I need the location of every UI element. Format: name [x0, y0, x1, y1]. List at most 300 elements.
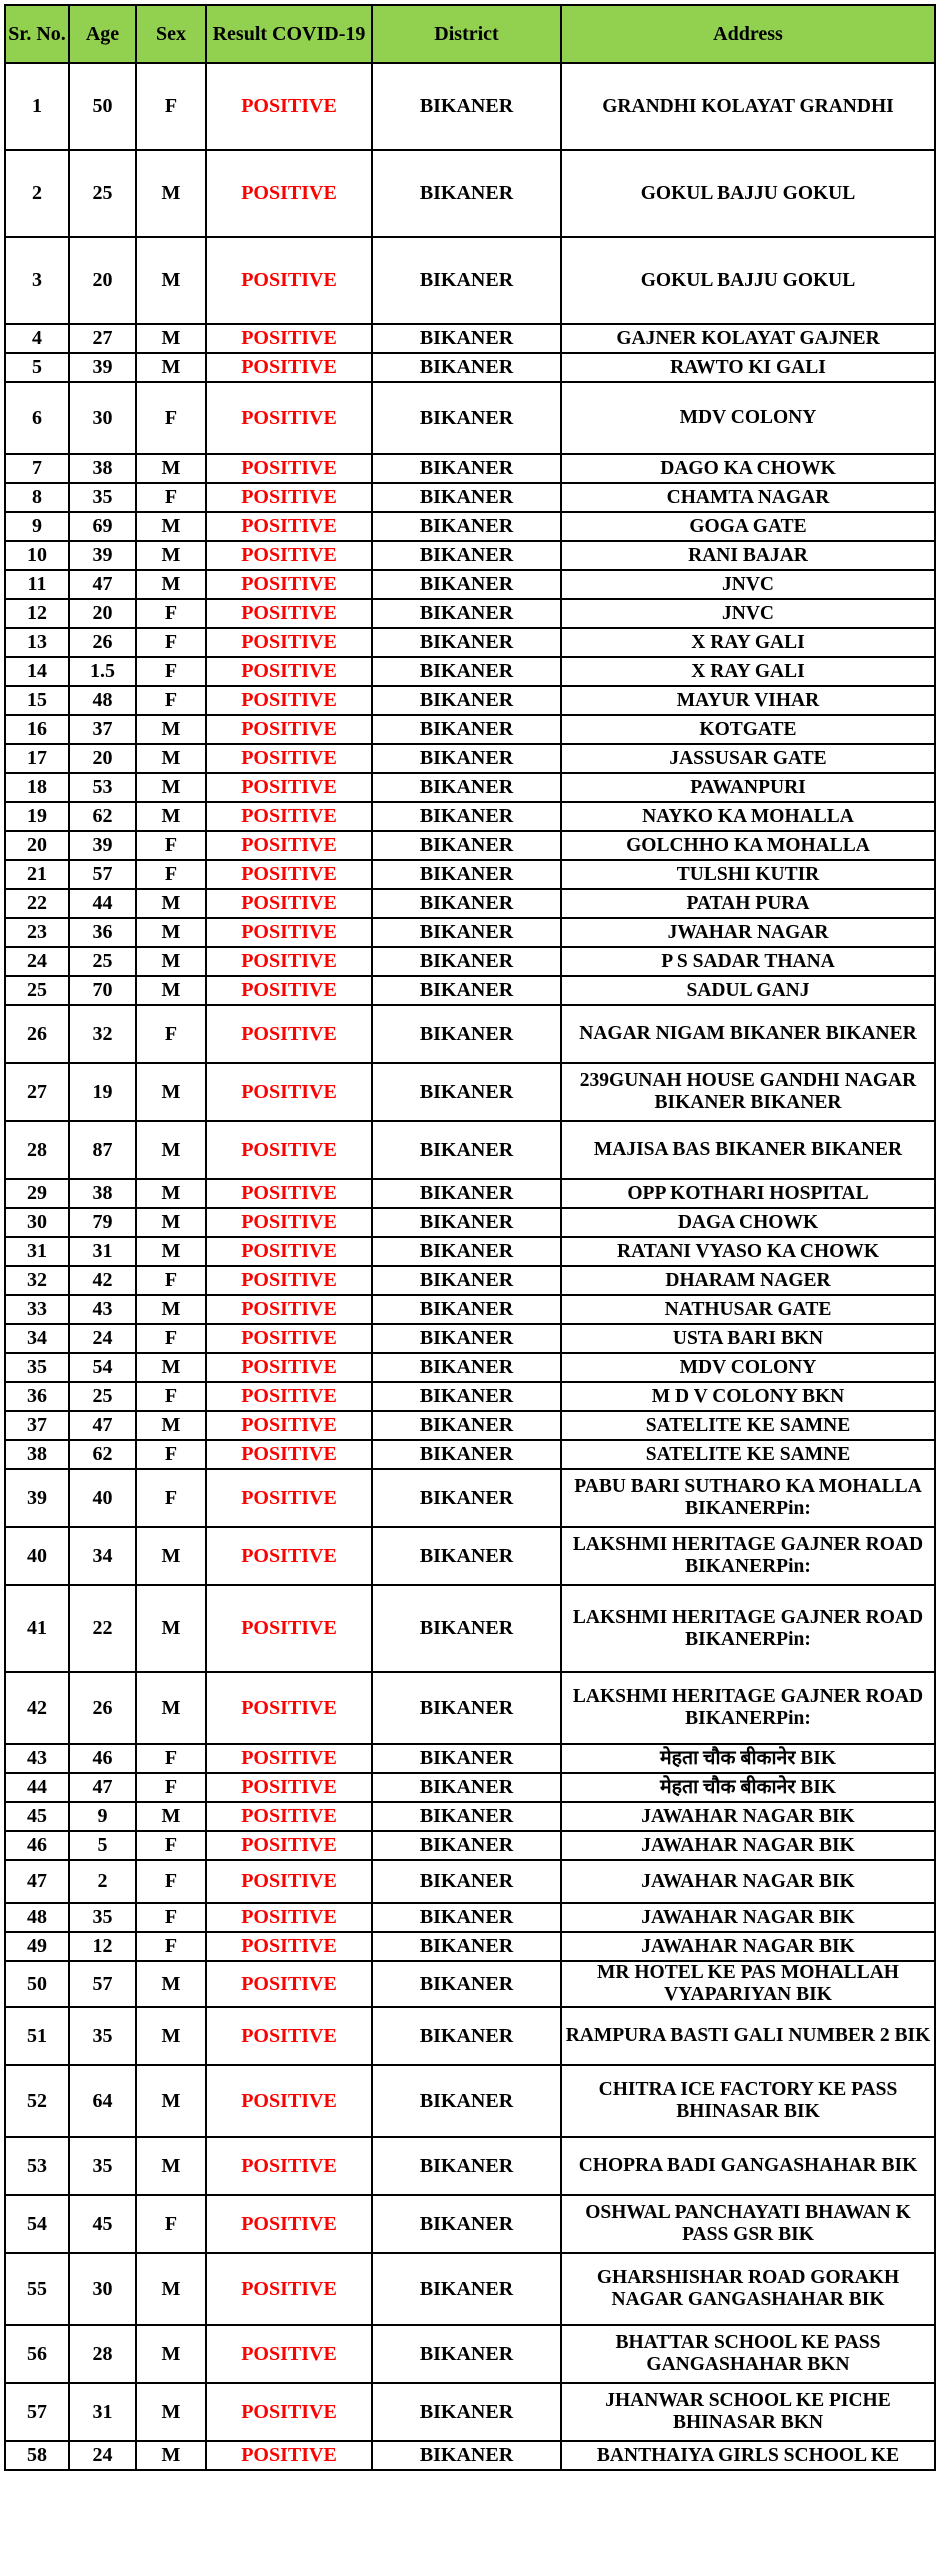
header-address: Address	[561, 5, 935, 63]
cell-age: 47	[69, 1773, 136, 1802]
cell-sr-no: 50	[5, 1961, 69, 2007]
cell-result: POSITIVE	[206, 860, 372, 889]
cell-address: JWAHAR NAGAR	[561, 918, 935, 947]
cell-sr-no: 32	[5, 1266, 69, 1295]
cell-sex: F	[136, 1744, 206, 1773]
cell-result: POSITIVE	[206, 686, 372, 715]
cell-district: BIKANER	[372, 2325, 561, 2383]
cell-district: BIKANER	[372, 628, 561, 657]
cell-sr-no: 24	[5, 947, 69, 976]
cell-sr-no: 18	[5, 773, 69, 802]
cell-sr-no: 47	[5, 1860, 69, 1903]
cell-sex: M	[136, 715, 206, 744]
table-row	[5, 2383, 935, 2441]
cell-address: JHANWAR SCHOOL KE PICHE BHINASAR BKN	[561, 2383, 935, 2441]
cell-district: BIKANER	[372, 1802, 561, 1831]
cell-sex: M	[136, 570, 206, 599]
cell-address: NAYKO KA MOHALLA	[561, 802, 935, 831]
cell-district: BIKANER	[372, 1585, 561, 1672]
cell-age: 87	[69, 1121, 136, 1179]
cell-sex: M	[136, 1961, 206, 2007]
cell-age: 20	[69, 237, 136, 324]
cell-age: 37	[69, 715, 136, 744]
cell-district: BIKANER	[372, 1860, 561, 1903]
header-district: District	[372, 5, 561, 63]
cell-result: POSITIVE	[206, 2383, 372, 2441]
cell-age: 19	[69, 1063, 136, 1121]
table-row	[5, 628, 935, 657]
cell-age: 35	[69, 2137, 136, 2195]
cell-age: 39	[69, 831, 136, 860]
cell-district: BIKANER	[372, 454, 561, 483]
cell-result: POSITIVE	[206, 715, 372, 744]
table-row	[5, 1411, 935, 1440]
cell-district: BIKANER	[372, 976, 561, 1005]
cell-result: POSITIVE	[206, 237, 372, 324]
cell-address: MAJISA BAS BIKANER BIKANER	[561, 1121, 935, 1179]
cell-age: 39	[69, 353, 136, 382]
cell-district: BIKANER	[372, 860, 561, 889]
cell-result: POSITIVE	[206, 889, 372, 918]
cell-result: POSITIVE	[206, 773, 372, 802]
cell-age: 20	[69, 599, 136, 628]
cell-district: BIKANER	[372, 773, 561, 802]
cell-sex: M	[136, 2383, 206, 2441]
cell-district: BIKANER	[372, 2007, 561, 2065]
cell-district: BIKANER	[372, 715, 561, 744]
cell-age: 43	[69, 1295, 136, 1324]
cell-result: POSITIVE	[206, 657, 372, 686]
table-row	[5, 773, 935, 802]
cell-district: BIKANER	[372, 63, 561, 150]
cell-age: 57	[69, 1961, 136, 2007]
cell-sr-no: 55	[5, 2253, 69, 2325]
table-row	[5, 1353, 935, 1382]
cell-district: BIKANER	[372, 1005, 561, 1063]
cell-age: 47	[69, 1411, 136, 1440]
cell-sr-no: 26	[5, 1005, 69, 1063]
table-row	[5, 570, 935, 599]
cell-age: 70	[69, 976, 136, 1005]
cell-address: RAWTO KI GALI	[561, 353, 935, 382]
cell-sr-no: 56	[5, 2325, 69, 2383]
cell-result: POSITIVE	[206, 2195, 372, 2253]
cell-sex: M	[136, 2253, 206, 2325]
cell-sex: M	[136, 1208, 206, 1237]
cell-sex: M	[136, 1802, 206, 1831]
cell-result: POSITIVE	[206, 802, 372, 831]
table-row	[5, 802, 935, 831]
cell-address: JAWAHAR NAGAR BIK	[561, 1802, 935, 1831]
cell-result: POSITIVE	[206, 1585, 372, 1672]
cell-sr-no: 19	[5, 802, 69, 831]
cell-district: BIKANER	[372, 1672, 561, 1744]
cell-district: BIKANER	[372, 2065, 561, 2137]
cell-sex: F	[136, 1440, 206, 1469]
cell-sr-no: 20	[5, 831, 69, 860]
cell-district: BIKANER	[372, 2137, 561, 2195]
cell-result: POSITIVE	[206, 2007, 372, 2065]
cell-age: 57	[69, 860, 136, 889]
cell-district: BIKANER	[372, 1773, 561, 1802]
cell-sr-no: 8	[5, 483, 69, 512]
cell-address: MAYUR VIHAR	[561, 686, 935, 715]
cell-sr-no: 51	[5, 2007, 69, 2065]
table-row	[5, 889, 935, 918]
cell-district: BIKANER	[372, 382, 561, 454]
cell-age: 69	[69, 512, 136, 541]
cell-sr-no: 31	[5, 1237, 69, 1266]
cell-sex: M	[136, 1585, 206, 1672]
cell-sex: M	[136, 802, 206, 831]
table-row	[5, 1063, 935, 1121]
table-row	[5, 1585, 935, 1672]
cell-sr-no: 28	[5, 1121, 69, 1179]
table-row	[5, 2137, 935, 2195]
cell-address: CHAMTA NAGAR	[561, 483, 935, 512]
cell-age: 12	[69, 1932, 136, 1961]
cell-sex: F	[136, 1382, 206, 1411]
cell-result: POSITIVE	[206, 2441, 372, 2470]
table-row	[5, 353, 935, 382]
cell-district: BIKANER	[372, 889, 561, 918]
table-row	[5, 1744, 935, 1773]
cell-age: 38	[69, 454, 136, 483]
cell-result: POSITIVE	[206, 1382, 372, 1411]
cell-address: LAKSHMI HERITAGE GAJNER ROAD BIKANERPin:	[561, 1527, 935, 1585]
cell-age: 32	[69, 1005, 136, 1063]
cell-address: JASSUSAR GATE	[561, 744, 935, 773]
cell-sex: M	[136, 976, 206, 1005]
table-row	[5, 2007, 935, 2065]
table-row	[5, 541, 935, 570]
cell-district: BIKANER	[372, 744, 561, 773]
cell-address: SADUL GANJ	[561, 976, 935, 1005]
cell-result: POSITIVE	[206, 324, 372, 353]
cell-age: 62	[69, 1440, 136, 1469]
cell-sex: M	[136, 2441, 206, 2470]
cell-age: 25	[69, 150, 136, 237]
cell-age: 26	[69, 628, 136, 657]
cell-sex: M	[136, 150, 206, 237]
cell-sex: F	[136, 1903, 206, 1932]
cell-sex: M	[136, 1237, 206, 1266]
cell-age: 25	[69, 947, 136, 976]
cell-result: POSITIVE	[206, 1324, 372, 1353]
cell-sr-no: 1	[5, 63, 69, 150]
cell-address: JAWAHAR NAGAR BIK	[561, 1860, 935, 1903]
cell-age: 47	[69, 570, 136, 599]
cell-age: 79	[69, 1208, 136, 1237]
table-row	[5, 918, 935, 947]
table-row	[5, 237, 935, 324]
cell-result: POSITIVE	[206, 947, 372, 976]
cell-district: BIKANER	[372, 2383, 561, 2441]
cell-district: BIKANER	[372, 918, 561, 947]
cell-age: 42	[69, 1266, 136, 1295]
cell-address: GAJNER KOLAYAT GAJNER	[561, 324, 935, 353]
table-row	[5, 2441, 935, 2470]
cell-sex: F	[136, 599, 206, 628]
cell-age: 50	[69, 63, 136, 150]
cell-result: POSITIVE	[206, 628, 372, 657]
cell-sr-no: 3	[5, 237, 69, 324]
cell-result: POSITIVE	[206, 976, 372, 1005]
cell-sr-no: 29	[5, 1179, 69, 1208]
cell-address: RANI BAJAR	[561, 541, 935, 570]
cell-sr-no: 45	[5, 1802, 69, 1831]
cell-sex: M	[136, 918, 206, 947]
cell-result: POSITIVE	[206, 918, 372, 947]
cell-sr-no: 33	[5, 1295, 69, 1324]
cell-result: POSITIVE	[206, 541, 372, 570]
cell-result: POSITIVE	[206, 2253, 372, 2325]
cell-sex: F	[136, 1005, 206, 1063]
cell-sr-no: 13	[5, 628, 69, 657]
cell-age: 40	[69, 1469, 136, 1527]
cell-sr-no: 27	[5, 1063, 69, 1121]
cell-sex: M	[136, 2325, 206, 2383]
cell-address: SATELITE KE SAMNE	[561, 1411, 935, 1440]
cell-sr-no: 23	[5, 918, 69, 947]
cell-address: GOGA GATE	[561, 512, 935, 541]
cell-address: GHARSHISHAR ROAD GORAKH NAGAR GANGASHAHAR BIK	[561, 2253, 935, 2325]
cell-sr-no: 25	[5, 976, 69, 1005]
cell-result: POSITIVE	[206, 483, 372, 512]
covid-results-table	[4, 4, 936, 2471]
cell-sr-no: 44	[5, 1773, 69, 1802]
table-row	[5, 1469, 935, 1527]
cell-address: GOKUL BAJJU GOKUL	[561, 150, 935, 237]
cell-sr-no: 21	[5, 860, 69, 889]
cell-district: BIKANER	[372, 1932, 561, 1961]
cell-sr-no: 46	[5, 1831, 69, 1860]
cell-sr-no: 41	[5, 1585, 69, 1672]
cell-result: POSITIVE	[206, 2325, 372, 2383]
cell-address: CHITRA ICE FACTORY KE PASS BHINASAR BIK	[561, 2065, 935, 2137]
cell-address: PABU BARI SUTHARO KA MOHALLA BIKANERPin:	[561, 1469, 935, 1527]
cell-sex: M	[136, 2007, 206, 2065]
cell-age: 62	[69, 802, 136, 831]
cell-sr-no: 6	[5, 382, 69, 454]
cell-age: 38	[69, 1179, 136, 1208]
table-row	[5, 483, 935, 512]
cell-age: 45	[69, 2195, 136, 2253]
cell-age: 28	[69, 2325, 136, 2383]
cell-district: BIKANER	[372, 1121, 561, 1179]
cell-district: BIKANER	[372, 324, 561, 353]
cell-result: POSITIVE	[206, 1266, 372, 1295]
cell-result: POSITIVE	[206, 512, 372, 541]
cell-address: JNVC	[561, 570, 935, 599]
table-row	[5, 1324, 935, 1353]
cell-address: 239GUNAH HOUSE GANDHI NAGAR BIKANER BIKANER	[561, 1063, 935, 1121]
cell-address: DAGO KA CHOWK	[561, 454, 935, 483]
cell-sex: M	[136, 1672, 206, 1744]
cell-district: BIKANER	[372, 512, 561, 541]
cell-address: MDV COLONY	[561, 1353, 935, 1382]
cell-district: BIKANER	[372, 1831, 561, 1860]
cell-sr-no: 17	[5, 744, 69, 773]
cell-district: BIKANER	[372, 541, 561, 570]
cell-address: X RAY GALI	[561, 657, 935, 686]
cell-sex: M	[136, 2065, 206, 2137]
cell-result: POSITIVE	[206, 1903, 372, 1932]
cell-sr-no: 37	[5, 1411, 69, 1440]
cell-age: 25	[69, 1382, 136, 1411]
table-row	[5, 1831, 935, 1860]
table-row	[5, 1860, 935, 1903]
cell-result: POSITIVE	[206, 1295, 372, 1324]
cell-sex: F	[136, 2195, 206, 2253]
cell-result: POSITIVE	[206, 1208, 372, 1237]
cell-age: 39	[69, 541, 136, 570]
cell-sr-no: 5	[5, 353, 69, 382]
cell-sex: M	[136, 237, 206, 324]
table-row	[5, 2065, 935, 2137]
table-row	[5, 744, 935, 773]
table-row	[5, 1295, 935, 1324]
cell-age: 30	[69, 382, 136, 454]
cell-age: 24	[69, 1324, 136, 1353]
cell-result: POSITIVE	[206, 1961, 372, 2007]
cell-result: POSITIVE	[206, 1773, 372, 1802]
cell-sr-no: 9	[5, 512, 69, 541]
cell-address: OSHWAL PANCHAYATI BHAWAN K PASS GSR BIK	[561, 2195, 935, 2253]
cell-sex: F	[136, 63, 206, 150]
cell-sex: F	[136, 1324, 206, 1353]
cell-district: BIKANER	[372, 237, 561, 324]
cell-address: P S SADAR THANA	[561, 947, 935, 976]
table-row	[5, 976, 935, 1005]
cell-district: BIKANER	[372, 1179, 561, 1208]
cell-sr-no: 7	[5, 454, 69, 483]
cell-district: BIKANER	[372, 1744, 561, 1773]
cell-sex: F	[136, 382, 206, 454]
cell-sr-no: 42	[5, 1672, 69, 1744]
table-row	[5, 1773, 935, 1802]
cell-result: POSITIVE	[206, 1063, 372, 1121]
header-result: Result COVID-19	[206, 5, 372, 63]
table-row	[5, 512, 935, 541]
header-row	[5, 5, 935, 63]
cell-result: POSITIVE	[206, 570, 372, 599]
cell-age: 31	[69, 1237, 136, 1266]
cell-sex: M	[136, 889, 206, 918]
cell-age: 1.5	[69, 657, 136, 686]
cell-address: GRANDHI KOLAYAT GRANDHI	[561, 63, 935, 150]
cell-sex: F	[136, 1860, 206, 1903]
cell-address: SATELITE KE SAMNE	[561, 1440, 935, 1469]
cell-sr-no: 49	[5, 1932, 69, 1961]
cell-district: BIKANER	[372, 1527, 561, 1585]
cell-sr-no: 52	[5, 2065, 69, 2137]
cell-district: BIKANER	[372, 1411, 561, 1440]
cell-district: BIKANER	[372, 570, 561, 599]
cell-address: RATANI VYASO KA CHOWK	[561, 1237, 935, 1266]
table-row	[5, 324, 935, 353]
cell-age: 54	[69, 1353, 136, 1382]
cell-district: BIKANER	[372, 1237, 561, 1266]
cell-sex: M	[136, 512, 206, 541]
cell-address: JAWAHAR NAGAR BIK	[561, 1932, 935, 1961]
cell-address: PATAH PURA	[561, 889, 935, 918]
table-row	[5, 947, 935, 976]
table-row	[5, 657, 935, 686]
cell-sex: M	[136, 2137, 206, 2195]
table-row	[5, 382, 935, 454]
table-row	[5, 1672, 935, 1744]
table-row	[5, 599, 935, 628]
cell-address: MR HOTEL KE PAS MOHALLAH VYAPARIYAN BIK	[561, 1961, 935, 2007]
cell-age: 9	[69, 1802, 136, 1831]
cell-result: POSITIVE	[206, 1440, 372, 1469]
cell-address: USTA BARI BKN	[561, 1324, 935, 1353]
cell-result: POSITIVE	[206, 2137, 372, 2195]
cell-district: BIKANER	[372, 1324, 561, 1353]
cell-address: RAMPURA BASTI GALI NUMBER 2 BIK	[561, 2007, 935, 2065]
cell-district: BIKANER	[372, 657, 561, 686]
table-body	[5, 63, 935, 2470]
table-row	[5, 1179, 935, 1208]
cell-age: 24	[69, 2441, 136, 2470]
table-row	[5, 1237, 935, 1266]
cell-address: JAWAHAR NAGAR BIK	[561, 1831, 935, 1860]
cell-address: JNVC	[561, 599, 935, 628]
cell-address: DHARAM NAGER	[561, 1266, 935, 1295]
cell-sex: F	[136, 1266, 206, 1295]
cell-sr-no: 30	[5, 1208, 69, 1237]
cell-district: BIKANER	[372, 802, 561, 831]
cell-sex: F	[136, 1932, 206, 1961]
cell-result: POSITIVE	[206, 1469, 372, 1527]
cell-sex: M	[136, 353, 206, 382]
cell-age: 36	[69, 918, 136, 947]
cell-age: 44	[69, 889, 136, 918]
cell-address: LAKSHMI HERITAGE GAJNER ROAD BIKANERPin:	[561, 1672, 935, 1744]
cell-sex: M	[136, 1063, 206, 1121]
table-row	[5, 150, 935, 237]
cell-sr-no: 11	[5, 570, 69, 599]
table-row	[5, 1527, 935, 1585]
header-age: Age	[69, 5, 136, 63]
cell-district: BIKANER	[372, 1903, 561, 1932]
cell-result: POSITIVE	[206, 1179, 372, 1208]
cell-sex: F	[136, 657, 206, 686]
cell-age: 22	[69, 1585, 136, 1672]
cell-sex: M	[136, 1295, 206, 1324]
cell-district: BIKANER	[372, 1295, 561, 1324]
cell-sex: F	[136, 483, 206, 512]
table-row	[5, 715, 935, 744]
cell-address: LAKSHMI HERITAGE GAJNER ROAD BIKANERPin:	[561, 1585, 935, 1672]
header-sr-no: Sr. No.	[5, 5, 69, 63]
cell-sex: F	[136, 1469, 206, 1527]
cell-sex: F	[136, 1831, 206, 1860]
cell-age: 64	[69, 2065, 136, 2137]
cell-district: BIKANER	[372, 1440, 561, 1469]
cell-district: BIKANER	[372, 2195, 561, 2253]
cell-age: 46	[69, 1744, 136, 1773]
cell-sr-no: 54	[5, 2195, 69, 2253]
table-row	[5, 1932, 935, 1961]
cell-age: 2	[69, 1860, 136, 1903]
table-row	[5, 831, 935, 860]
table-row	[5, 1802, 935, 1831]
table-row	[5, 1121, 935, 1179]
cell-sex: M	[136, 1527, 206, 1585]
cell-sr-no: 58	[5, 2441, 69, 2470]
